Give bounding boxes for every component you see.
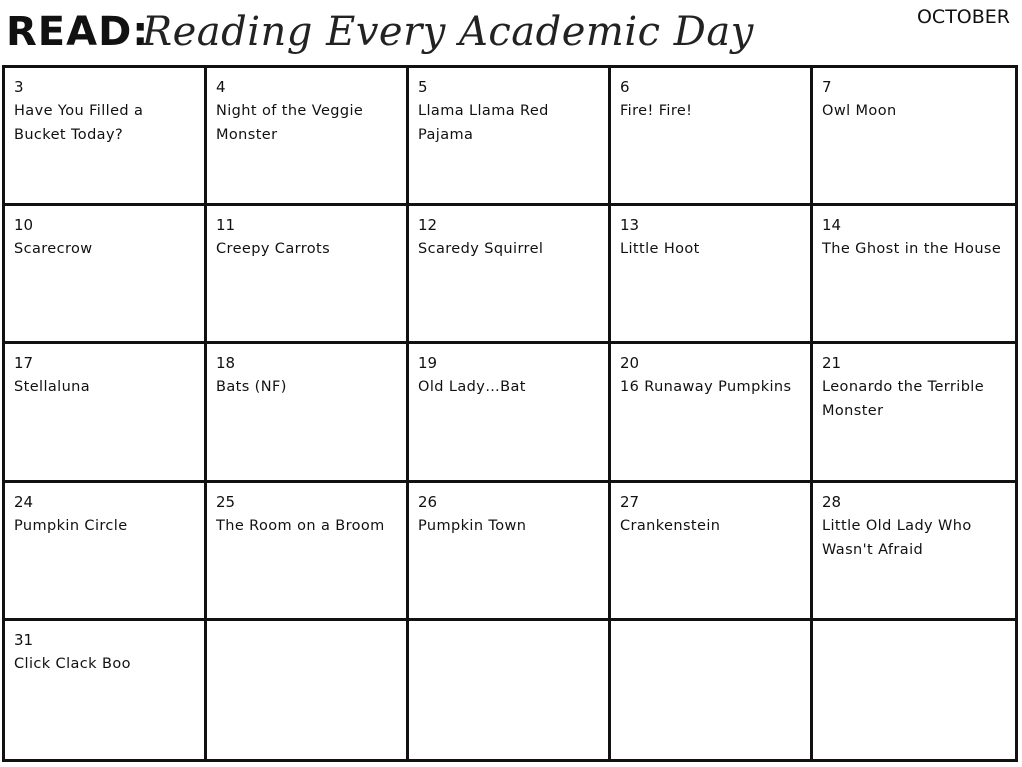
calendar-cell xyxy=(611,483,813,621)
calendar-cell xyxy=(409,483,611,621)
calendar-cell xyxy=(813,344,1015,482)
day-number: 31 xyxy=(14,630,34,649)
calendar-cell xyxy=(409,68,611,206)
calendar-cell xyxy=(813,206,1015,344)
book-title: Fire! Fire! xyxy=(620,103,693,119)
calendar-grid xyxy=(2,65,1018,762)
calendar-cell xyxy=(5,483,207,621)
day-number: 18 xyxy=(216,354,236,373)
page-header xyxy=(0,0,1022,66)
day-number: 13 xyxy=(620,216,640,235)
book-title: Scarecrow xyxy=(14,241,93,258)
book-title: Crankenstein xyxy=(620,517,721,534)
title-subtitle: Reading Every Academic Day xyxy=(142,9,754,55)
day-number: 25 xyxy=(216,492,236,511)
book-title: 16 Runaway Pumpkins xyxy=(620,379,792,396)
book-title: Pumpkin Town xyxy=(418,517,527,534)
calendar-cell-empty xyxy=(611,621,813,759)
calendar-cell xyxy=(207,68,409,206)
book-title: Old Lady…Bat xyxy=(418,379,526,396)
book-title: Stellaluna xyxy=(14,379,91,396)
day-number: 5 xyxy=(418,78,428,96)
day-number: 26 xyxy=(418,492,438,511)
day-number: 17 xyxy=(14,354,34,373)
day-number: 4 xyxy=(216,78,226,96)
calendar-cell-empty xyxy=(207,621,409,759)
book-title: Leonardo the Terrible Monster xyxy=(822,379,985,420)
calendar-cell xyxy=(611,344,813,482)
day-number: 24 xyxy=(14,492,34,511)
calendar-cell xyxy=(207,344,409,482)
day-number: 12 xyxy=(418,216,438,235)
book-title: Little Old Lady Who Wasn't Afraid xyxy=(822,517,972,558)
book-title: The Room on a Broom xyxy=(216,517,385,534)
day-number: 19 xyxy=(418,354,438,373)
day-number: 28 xyxy=(822,492,842,511)
book-title: Creepy Carrots xyxy=(216,241,331,258)
calendar-cell xyxy=(409,206,611,344)
calendar-cell xyxy=(5,344,207,482)
calendar-cell xyxy=(207,206,409,344)
calendar-cell-empty xyxy=(813,621,1015,759)
day-number: 20 xyxy=(620,354,640,373)
calendar-cell xyxy=(813,68,1015,206)
title-acronym: READ: xyxy=(6,9,150,55)
day-number: 27 xyxy=(620,492,640,511)
day-number: 11 xyxy=(216,216,236,235)
calendar-cell-empty xyxy=(409,621,611,759)
book-title: Llama Llama Red Pajama xyxy=(418,103,549,143)
calendar-cell xyxy=(813,483,1015,621)
day-number: 7 xyxy=(822,78,832,96)
calendar-cell xyxy=(409,344,611,482)
book-title: Little Hoot xyxy=(620,241,700,258)
day-number: 21 xyxy=(822,354,842,373)
calendar-cell xyxy=(5,621,207,759)
day-number: 10 xyxy=(14,216,34,235)
day-number: 14 xyxy=(822,216,842,235)
book-title: Night of the Veggie Monster xyxy=(216,103,364,143)
calendar-cell xyxy=(5,206,207,344)
calendar-cell xyxy=(611,206,813,344)
book-title: Have You Filled a Bucket Today? xyxy=(14,103,144,143)
calendar-cell xyxy=(207,483,409,621)
calendar-cell xyxy=(611,68,813,206)
book-title: Owl Moon xyxy=(822,103,897,119)
calendar-cell xyxy=(5,68,207,206)
day-number: 3 xyxy=(14,78,24,96)
book-title: The Ghost in the House xyxy=(822,241,1002,258)
book-title: Click Clack Boo xyxy=(14,655,131,672)
day-number: 6 xyxy=(620,78,630,96)
book-title: Pumpkin Circle xyxy=(14,517,128,534)
month-label: OCTOBER xyxy=(916,6,1010,28)
book-title: Bats (NF) xyxy=(216,379,287,396)
book-title: Scaredy Squirrel xyxy=(418,241,544,258)
